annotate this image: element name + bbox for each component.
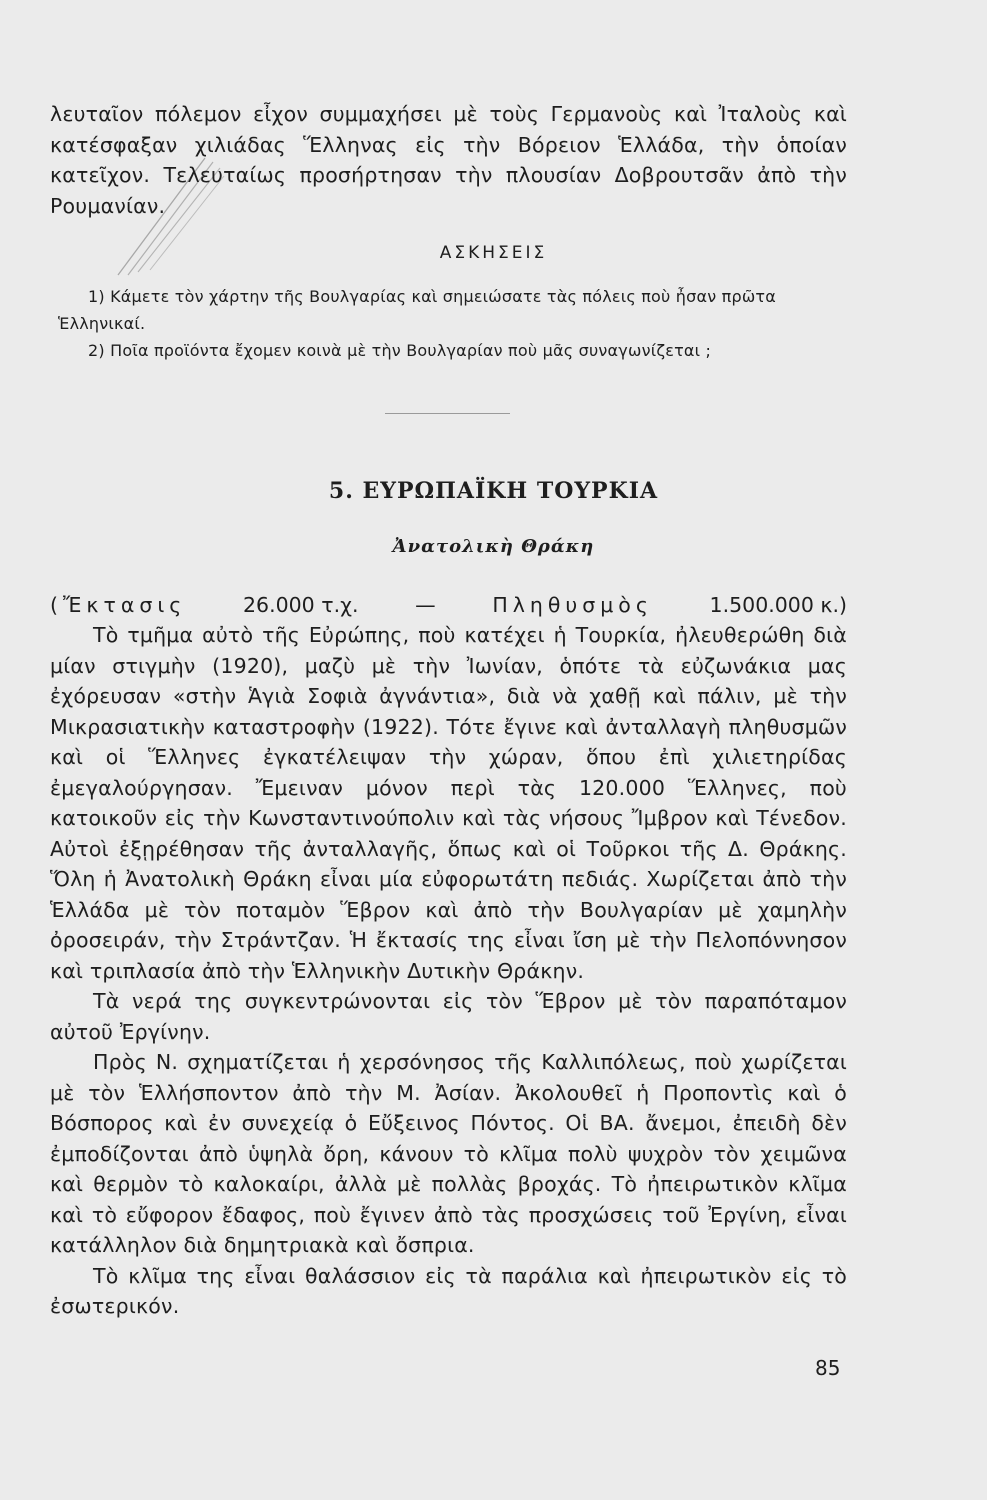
exercise-item: 1) Κάμετε τὸν χάρτην τῆς Βουλγαρίας καὶ σημειώσατε τὰς πόλεις ποὺ ἦσαν πρῶτα Ἑλληνικαί.	[58, 287, 777, 333]
continuation-text	[50, 99, 847, 221]
population-label: Πληθυσμὸς	[492, 593, 653, 617]
page-number: 85	[815, 1356, 841, 1380]
exercises-list	[58, 283, 848, 364]
area-label: (Ἔκτασις	[50, 593, 187, 617]
exercise-item: 2) Ποῖα προϊόντα ἔχομεν κοινὰ μὲ τὴν Βουλγαρίαν ποὺ μᾶς συναγωνίζεται ;	[88, 341, 712, 360]
stats-dash: —	[415, 593, 436, 617]
body-paragraph: Τὰ νερά της συγκεντρώνονται εἰς τὸν Ἕβρον μὲ τὸν παραπόταμον αὐτοῦ Ἐργίνην.	[50, 989, 847, 1044]
chapter-title: 5. ΕΥΡΩΠΑΪΚΗ ΤΟΥΡΚΙΑ	[328, 478, 659, 504]
area-population-line	[50, 590, 847, 620]
body-paragraph: Τὸ κλῖμα της εἶναι θαλάσσιον εἰς τὰ παράλια καὶ ἠπειρωτικὸν εἰς τὸ ἐσωτερικόν.	[50, 1263, 847, 1318]
body-paragraph: Τὸ τμῆμα αὐτὸ τῆς Εὐρώπης, ποὺ κατέχει ἡ Τουρκία, ἠλευθερώθη διὰ μίαν στιγμὴν (1920), μαζὺ μὲ τὴν Ἰωνίαν, ὁπότε τὰ εὐζωνάκια μας ἐχόρευσαν «στὴν Ἁγιὰ Σοφιὰ ἀγνάντια», διὰ νὰ χαθῇ καὶ πάλιν, μὲ τὴν Μικρασιατικὴν καταστροφὴν (1922). Τότε ἔγινε καὶ ἀνταλλαγὴ πληθυσμῶν καὶ οἱ Ἕλληνες ἐγκατέλειψαν τὴν χώραν, ὅπου ἐπὶ χιλιετηρίδας ἐμεγαλούργησαν. Ἔμειναν μόνον περὶ τὰς 120.000 Ἕλληνες, ποὺ κατοικοῦν εἰς τὴν Κωνσταντινούπολιν καὶ τὰς νήσους Ἴμβρον καὶ Τένεδον. Αὐτοὶ ἐξῃρέθησαν τῆς ἀνταλλαγῆς, ὅπως καὶ οἱ Τοῦρκοι τῆς Δ. Θράκης. Ὅλη ἡ Ἀνατολικὴ Θράκη εἶναι μία εὐφορωτάτη πεδιάς. Χωρίζεται ἀπὸ τὴν Ἑλλάδα μὲ τὸν ποταμὸν Ἕβρον καὶ ἀπὸ τὴν Βουλγαρίαν μὲ χαμηλὴν ὀροσειράν, τὴν Στράντζαν. Ἡ ἔκτασίς της εἶναι ἴση μὲ τὴν Πελοπόννησον καὶ τριπλασία ἀπὸ τὴν Ἑλληνικὴν Δυτικὴν Θράκην.	[50, 623, 847, 983]
top-paragraph: λευταῖον πόλεμον εἶχον συμμαχήσει μὲ τοὺς Γερμανοὺς καὶ Ἰταλοὺς καὶ κατέσφαξαν χιλιάδας Ἕλληνας εἰς τὴν Βόρειον Ἑλλάδα, τὴν ὁποίαν κατεῖχον. Τελευταίως προσήρτησαν τὴν πλουσίαν Δοβρουτσᾶν ἀπὸ τὴν Ρουμανίαν.	[50, 102, 847, 218]
exercises-heading: ΑΣΚΗΣΕΙΣ	[439, 243, 548, 263]
body-text	[50, 620, 847, 1322]
body-paragraph: Πρὸς Ν. σχηματίζεται ἡ χερσόνησος τῆς Καλλιπόλεως, ποὺ χωρίζεται μὲ τὸν Ἑλλήσποντον ἀπὸ τὴν Μ. Ἀσίαν. Ἀκολουθεῖ ἡ Προποντὶς καὶ ὁ Βόσπορος καὶ ἐν συνεχείᾳ ὁ Εὔξεινος Πόντος. Οἱ ΒΑ. ἄνεμοι, ἐπειδὴ δὲν ἐμποδίζονται ἀπὸ ὑψηλὰ ὄρη, κάνουν τὸ κλῖμα πολὺ ψυχρὸν τὸν χειμῶνα καὶ θερμὸν τὸ καλοκαίρι, ἀλλὰ μὲ πολλὰς βροχάς. Τὸ ἠπειρωτικὸν κλῖμα καὶ τὸ εὔφορον ἔδαφος, ποὺ ἔγινεν ἀπὸ τὰς προσχώσεις τοῦ Ἐργίνη, εἶναι κατάλληλον διὰ δημητριακὰ καὶ ὄσπρια.	[50, 1050, 847, 1257]
chapter-subtitle: Ἀνατολικὴ Θράκη	[392, 536, 595, 557]
area-value: 26.000 τ.χ.	[243, 593, 359, 617]
population-value: 1.500.000 κ.)	[709, 593, 847, 617]
section-divider	[385, 413, 510, 414]
